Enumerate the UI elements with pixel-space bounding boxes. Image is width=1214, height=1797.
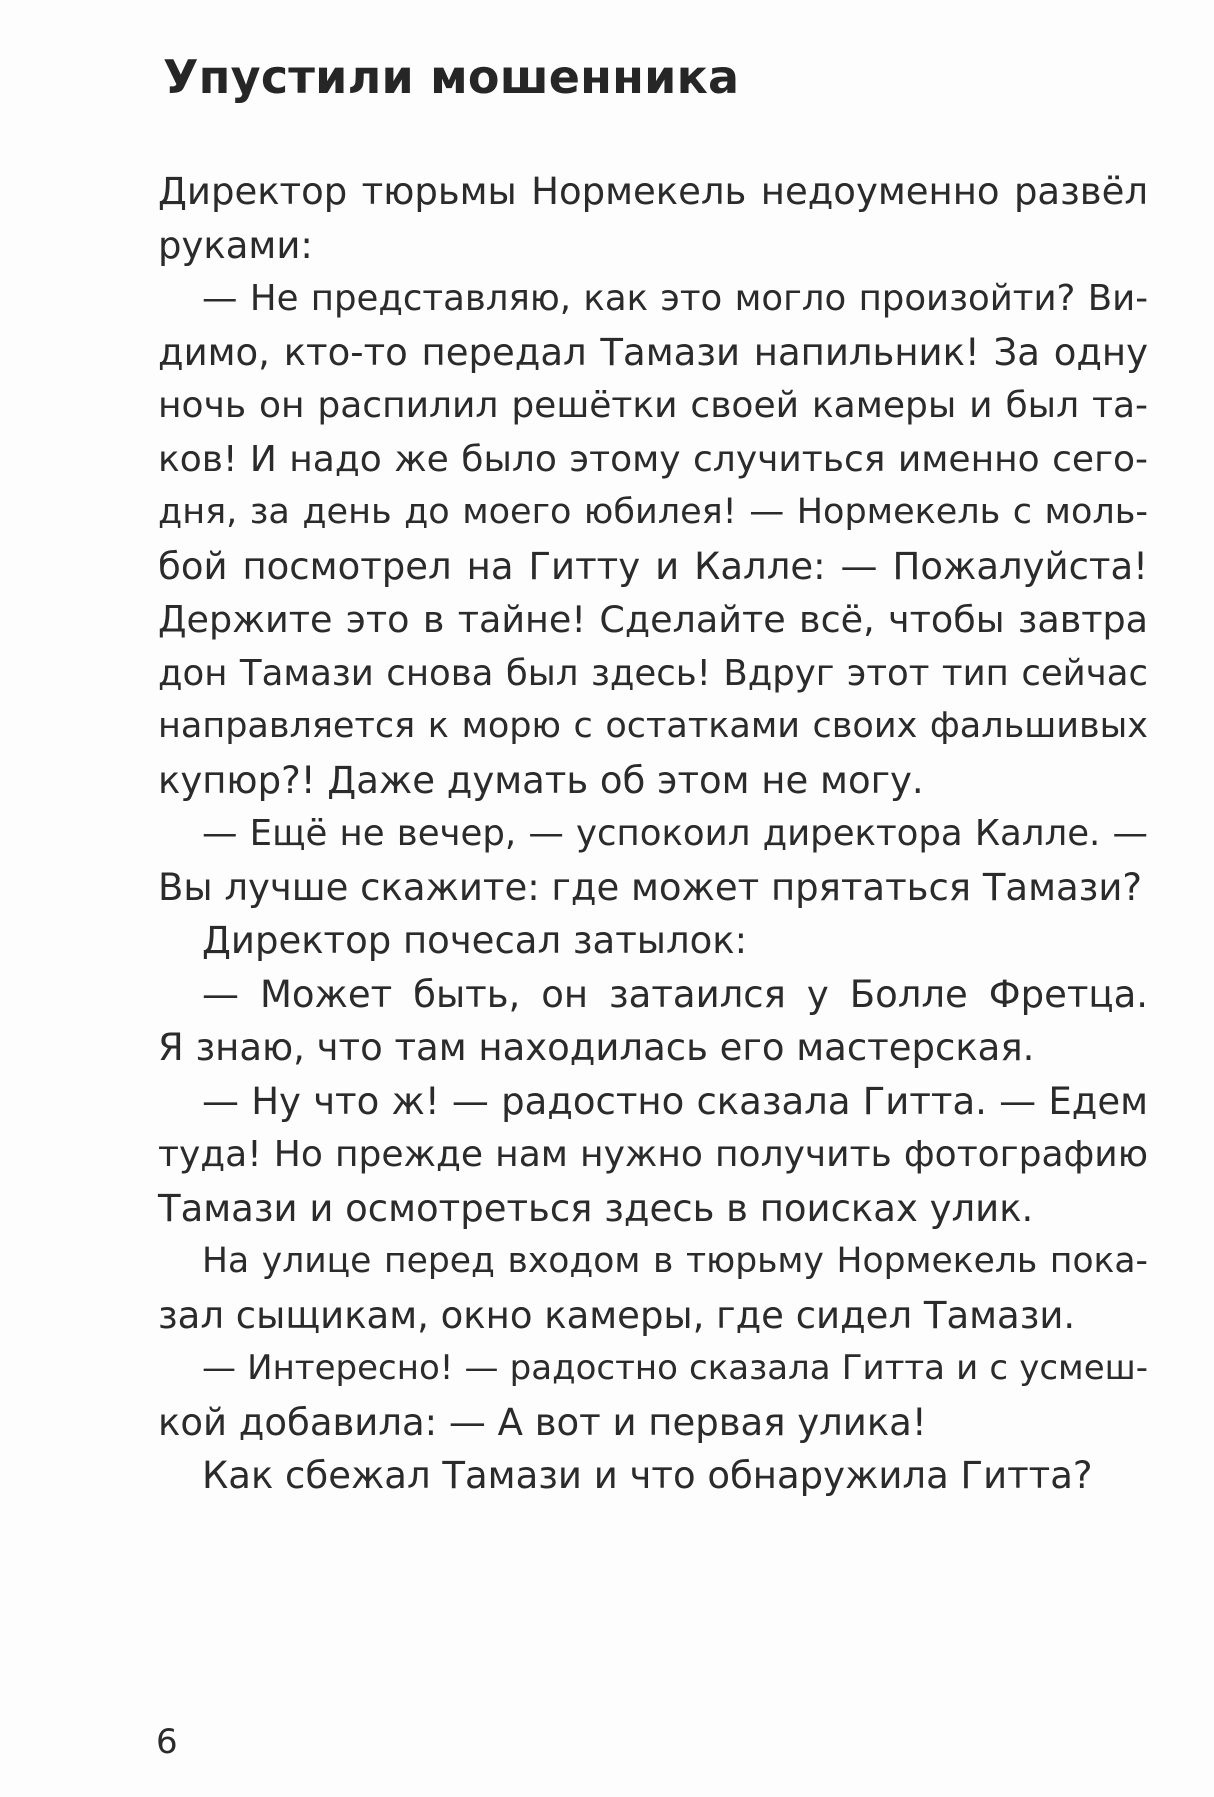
text-line: дня, за день до моего юбилея! — Нормекель с моль- — [158, 492, 1148, 532]
text-line: На улице перед входом в тюрьму Нормекель пока- — [202, 1241, 1148, 1281]
text-line: туда! Но прежде нам нужно получить фотографию — [158, 1134, 1148, 1175]
text-line: Директор тюрьмы Нормекель недоуменно развёл — [158, 170, 1148, 213]
text-line: дон Тамази снова был здесь! Вдруг этот тип сейчас — [158, 652, 1148, 694]
text-line: купюр?! Даже думать об этом не могу. — [158, 758, 924, 802]
text-line: кой добавила: — А вот и первая улика! — [158, 1400, 927, 1444]
text-line: руками: — [158, 223, 313, 267]
text-line: — Ну что ж! — радостно сказала Гитта. — Едем — [202, 1079, 1148, 1123]
text-line: — Не представляю, как это могло произойти? Ви- — [202, 278, 1148, 319]
text-line: направляется к морю с остатками своих фальшивых — [158, 706, 1148, 746]
text-line: ночь он распилил решётки своей камеры и был та- — [158, 385, 1148, 426]
text-line: — Может быть, он затаился у Болле Фретца. — [202, 972, 1148, 1016]
text-line: Директор почесал затылок: — [202, 919, 748, 962]
text-line: Тамази и осмотреться здесь в поисках улик. — [158, 1186, 1034, 1230]
page-number: 6 — [156, 1722, 178, 1762]
text-line: бой посмотрел на Гитту и Калле: — Пожалуйста! — [158, 544, 1148, 588]
page-title: Упустили мошенника — [163, 50, 740, 104]
story-text — [158, 165, 1148, 1503]
text-line: Как сбежал Тамази и что обнаружила Гитта? — [202, 1454, 1093, 1497]
text-line: — Ещё не вечер, — успокоил директора Калле. — — [202, 813, 1148, 854]
text-line: зал сыщикам, окно камеры, где сидел Тамази. — [158, 1293, 1076, 1337]
text-line: Держите это в тайне! Сделайте всё, чтобы завтра — [158, 598, 1148, 641]
text-line: — Интересно! — радостно сказала Гитта и с усмеш- — [202, 1348, 1148, 1388]
text-line: ков! И надо же было этому случиться именно сего- — [158, 438, 1148, 480]
text-line: димо, кто-то передал Тамази напильник! За одну — [158, 330, 1148, 374]
text-line: Вы лучше скажите: где может прятаться Тамази? — [158, 865, 1143, 909]
text-line: Я знаю, что там находилась его мастерская. — [158, 1026, 1035, 1069]
